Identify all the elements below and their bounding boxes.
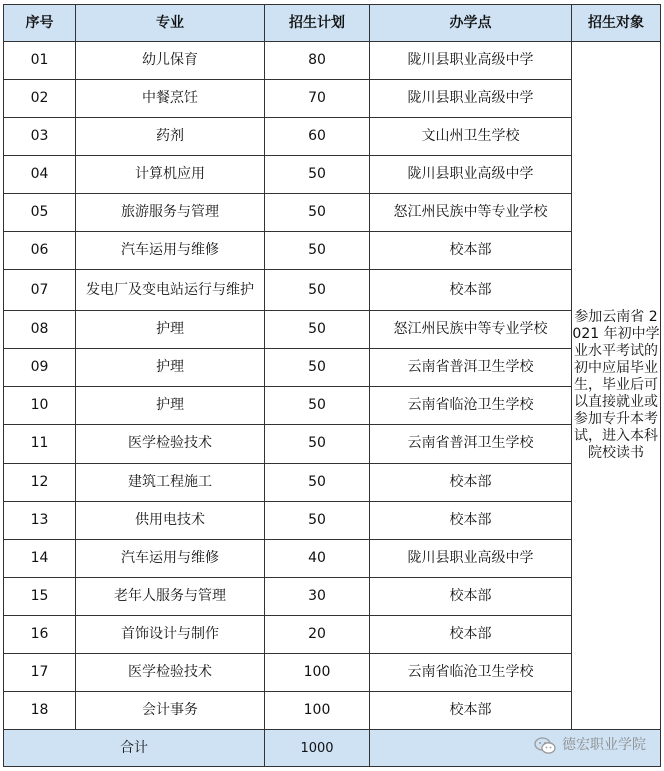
table-row [4,42,661,80]
row-major: 汽车运用与维修 [76,232,265,270]
row-school: 校本部 [370,615,572,653]
table-row [4,577,661,615]
row-major: 医学检验技术 [76,653,265,691]
row-seq: 09 [4,349,76,387]
row-plan: 50 [265,156,370,194]
row-seq: 11 [4,425,76,463]
row-school: 校本部 [370,501,572,539]
row-major: 计算机应用 [76,156,265,194]
row-school: 云南省普洱卫生学校 [370,425,572,463]
row-plan: 50 [265,270,370,311]
row-plan: 100 [265,691,370,729]
row-seq: 13 [4,501,76,539]
row-school: 陇川县职业高级中学 [370,80,572,118]
table-row [4,156,661,194]
row-major: 中餐烹饪 [76,80,265,118]
row-major: 汽车运用与维修 [76,539,265,577]
row-major: 幼儿保育 [76,42,265,80]
row-seq: 07 [4,270,76,311]
row-plan: 30 [265,577,370,615]
row-major: 药剂 [76,118,265,156]
row-plan: 100 [265,653,370,691]
row-major: 供用电技术 [76,501,265,539]
row-school: 校本部 [370,463,572,501]
table-row [4,118,661,156]
row-seq: 06 [4,232,76,270]
row-plan: 50 [265,387,370,425]
row-school: 文山州卫生学校 [370,118,572,156]
watermark [370,730,661,767]
row-major: 旅游服务与管理 [76,194,265,232]
row-seq: 18 [4,691,76,729]
row-school: 陇川县职业高级中学 [370,156,572,194]
total-row [4,730,661,767]
row-school: 校本部 [370,577,572,615]
row-plan: 20 [265,615,370,653]
row-school: 校本部 [370,270,572,311]
row-major: 首饰设计与制作 [76,615,265,653]
table-row [4,501,661,539]
row-major: 护理 [76,387,265,425]
row-seq: 14 [4,539,76,577]
row-seq: 03 [4,118,76,156]
table-header-row [4,5,661,42]
row-seq: 15 [4,577,76,615]
table-row [4,232,661,270]
header-school: 办学点 [370,5,572,42]
row-plan: 40 [265,539,370,577]
total-label: 合计 [4,730,265,767]
row-school: 云南省普洱卫生学校 [370,349,572,387]
table-row [4,463,661,501]
total-plan: 1000 [265,730,370,767]
row-school: 怒江州民族中等专业学校 [370,194,572,232]
table-row [4,387,661,425]
row-major: 医学检验技术 [76,425,265,463]
row-seq: 04 [4,156,76,194]
row-seq: 08 [4,311,76,349]
row-seq: 10 [4,387,76,425]
header-plan: 招生计划 [265,5,370,42]
table-row [4,311,661,349]
row-school: 陇川县职业高级中学 [370,539,572,577]
row-plan: 80 [265,42,370,80]
row-major: 老年人服务与管理 [76,577,265,615]
row-school: 云南省临沧卫生学校 [370,387,572,425]
wechat-icon [534,737,556,755]
row-seq: 16 [4,615,76,653]
table-row [4,691,661,729]
row-seq: 17 [4,653,76,691]
target-description: 参加云南省 2021 年初中学业水平考试的初中应届毕业生，毕业后可以直接就业或参加专升本考试，进入本科院校读书 [572,42,661,730]
row-plan: 70 [265,80,370,118]
header-target: 招生对象 [572,5,661,42]
enrollment-plan-table [3,4,661,767]
row-major: 护理 [76,311,265,349]
header-seq: 序号 [4,5,76,42]
row-seq: 12 [4,463,76,501]
row-school: 陇川县职业高级中学 [370,42,572,80]
row-plan: 50 [265,311,370,349]
row-school: 云南省临沧卫生学校 [370,653,572,691]
table-row [4,270,661,311]
row-plan: 60 [265,118,370,156]
row-plan: 50 [265,425,370,463]
table-row [4,653,661,691]
table-row [4,615,661,653]
row-seq: 02 [4,80,76,118]
table-row [4,425,661,463]
watermark-text: 德宏职业学院 [562,737,646,753]
table-row [4,539,661,577]
header-major: 专业 [76,5,265,42]
table-row [4,80,661,118]
row-plan: 50 [265,501,370,539]
row-major: 护理 [76,349,265,387]
row-seq: 01 [4,42,76,80]
row-seq: 05 [4,194,76,232]
table-row [4,349,661,387]
row-school: 校本部 [370,691,572,729]
row-school: 校本部 [370,232,572,270]
row-plan: 50 [265,194,370,232]
row-school: 怒江州民族中等专业学校 [370,311,572,349]
row-plan: 50 [265,349,370,387]
row-major: 建筑工程施工 [76,463,265,501]
table-row [4,194,661,232]
row-plan: 50 [265,463,370,501]
row-plan: 50 [265,232,370,270]
row-major: 发电厂及变电站运行与维护 [76,270,265,311]
row-major: 会计事务 [76,691,265,729]
